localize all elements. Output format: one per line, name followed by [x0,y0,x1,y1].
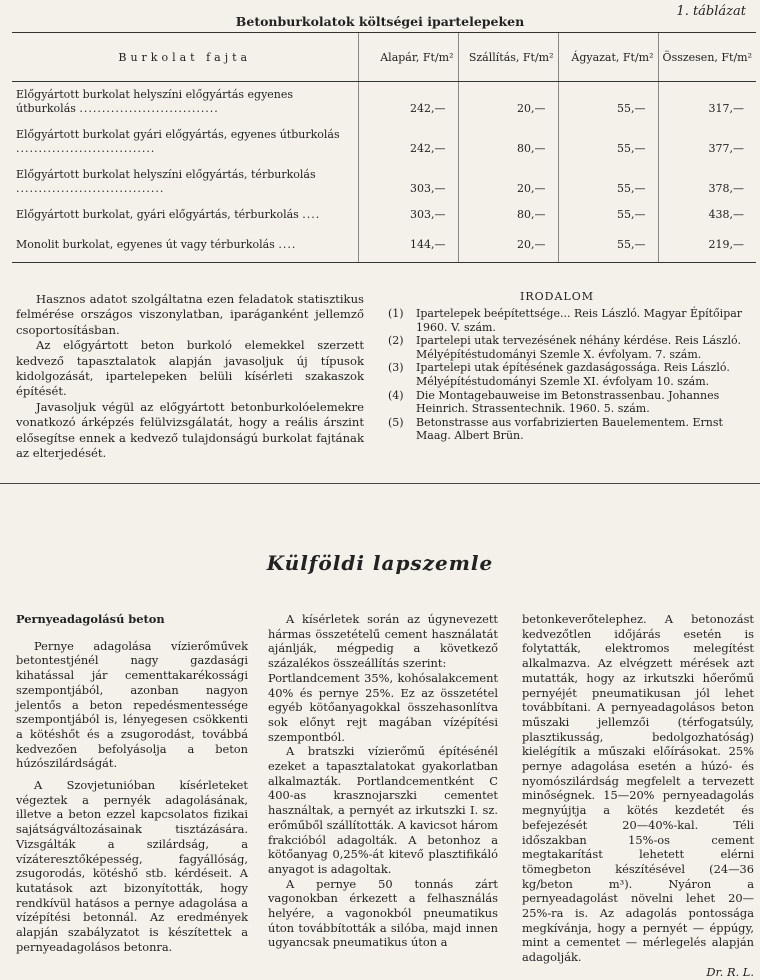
header-szallitas: Szállítás, Ft/m² [458,33,558,82]
list-item: (4) Die Montagebauweise im Betonstrassenbau. Johannes Heinrich. Strassentechnik. 1960. 5. szám. [388,388,720,416]
cell-szallitas: 80,— [458,122,558,162]
paragraph: A kísérletek során az úgynevezett hármas összetételű cement használatát ajánlják, mégpedig a következő százalékos összeállítás szerint: [268,612,498,671]
references-list [388,307,754,443]
cell-agyazat: 55,— [558,162,658,202]
cell-agyazat: 55,— [558,122,658,162]
paragraph: A bratszki vízierőmű építésénél ezeket a tapasztalatokat gyakorlatban alkalmazták. Portlandcementként C 400-as krasznojarszki cementet használtak, a pernyét az irkutszki I. sz. erőműből szállították. A kavicsot három frakcióból adagolták. A betonhoz a kötőanyag 0,25%-át kitevő plasztifikáló anyagot is adagoltak. [268,744,498,876]
header-agyazat: Ágyazat, Ft/m² [558,33,658,82]
cell-osszesen: 219,— [658,228,756,263]
header-osszesen: Összesen, Ft/m² [658,33,756,82]
section-title: Külföldi lapszemle [266,551,494,575]
cell-szallitas: 20,— [458,228,558,263]
article-heading: Pernyeadagolású beton [16,612,165,626]
list-item: (5) Betonstrasse aus vorfabrizierten Bauelementem. Ernst Maag. Albert Brün. [388,415,723,443]
table-header-row [12,33,756,82]
signature: Dr. R. L. [706,964,754,979]
list-item: (2) Ipartelepi utak tervezésének néhány kérdése. Reis László. Mélyépítéstudományi Szemle X. évfolyam. 7. szám. [388,334,741,361]
article-column-2 [268,612,498,950]
cell-alapar: 303,— [358,162,458,202]
list-item: (1) Ipartelepek beépítettsége... Reis László. Magyar Építőipar 1960. V. szám. [388,307,743,334]
cell-osszesen: 438,— [658,202,756,228]
cell-osszesen: 377,— [658,122,756,162]
row-label: Előgyártott burkolat gyári előgyártás, egyenes útburkolás ............................... [16,128,340,155]
section-divider [0,483,760,484]
paragraph: Pernye adagolása vízierőművek betontestjénél nagy gazdasági kihatással jár cementtakarékossági szempontjából, azonban nagyon jelentős a beton repedésmentessége szempontjából is, lényegesen csökkenti a kötéshőt és a zsugorodást, továbbá kedvezően befolyásolja a beton húzószilárdságát. [16,638,248,771]
paragraph: A pernye 50 tonnás zárt vagonokban érkezett a felhasználás helyére, a vagonokból pneumatikus úton továbbították a silóba, majd innen ugyancsak pneumatikus úton a [268,876,498,950]
header-burkolat: Burkolat fajta [12,33,358,82]
table-row [12,162,756,202]
row-label: Előgyártott burkolat, gyári előgyártás, térburkolás .... [16,208,321,221]
table-row [12,228,756,263]
paragraph: Az előgyártott beton burkoló elemekkel szerzett kedvező tapasztalatok alapján javasoljuk új típusok kidolgozását, ipartelepeken belüli kísérleti szakaszok építését. [16,338,364,399]
cell-osszesen: 317,— [658,82,756,123]
paragraph: betonkeverőtelephez. A betonozást kedvezőtlen időjárás esetén is folytatták, elektromos melegítést alkalmazva. Az elvégzett mérések azt mutatták, hogy az irkutszki hőerőmű pernyéjét pneumatikusan jól lehet továbbítani. A pernyeadagolásos beton műszaki jellemzői (térfogatsúly, plasztikusság, bedolgozhatóság) kielégítik a műszaki előírásokat. 25% pernye adagolása esetén a húzó- és nyomószilárdság megfelelt a tervezett minőségnek. 15—20% pernyeadagolás megnyújtja a kötés kezdetét és befejezését 20—40%-kal. Téli időszakban 15%-os cement megtakarítást lehetett elérni tömegbeton készítésével (24—36 kg/beton m³). Nyáron a pernyeadagolást növelni lehet 20—25%-ra is. Az adagolás pontossága megkívánja, hogy a pernyét — éppúgy, mint a cementet — mérlegelés alapján adagolják. [522,612,754,965]
references-title: IRODALOM [520,290,594,303]
cell-agyazat: 55,— [558,82,658,123]
cell-alapar: 242,— [358,122,458,162]
article-column-1 [16,612,248,954]
row-label: Monolit burkolat, egyenes út vagy térburkolás .... [12,228,358,263]
cell-szallitas: 80,— [458,202,558,228]
cell-alapar: 144,— [358,228,458,263]
cost-table [12,32,756,263]
row-label: Előgyártott burkolat helyszíni előgyártás egyenes útburkolás ............................... [16,88,294,115]
paragraph: A Szovjetunióban kísérleteket végeztek a pernyék adagolásának, illetve a beton ezzel kapcsolatos fizikai sajátságváltozásainak tisztázására. Vizsgálták a szilárdság, a vízáteresztőképesség, fagyállóság, zsugorodás, kötéshő stb. kérdéseit. A kutatások azt bizonyították, hogy rendkívül hatásos a pernye adagolása a vízépítési betonnál. Az eredmények alapján szabályzatot is készítettek a pernyeadagolásos betonra. [16,778,248,954]
cell-agyazat: 55,— [558,202,658,228]
article-column-3 [522,612,754,980]
paragraph: Portlandcement 35%, kohósalakcement 40% és pernye 25%. Ez az összetétel egyéb kötőanyagokkal összehasonlítva sok előnyt rejt magában vízépítési szempontból. [268,670,498,744]
cell-alapar: 303,— [358,202,458,228]
header-alapar: Alapár, Ft/m² [358,33,458,82]
table-row [12,122,756,162]
row-label: Előgyártott burkolat helyszíni előgyártás, térburkolás ................................. [16,168,316,195]
cell-alapar: 242,— [358,82,458,123]
cell-osszesen: 378,— [658,162,756,202]
paragraph: Hasznos adatot szolgáltatna ezen feladatok statisztikus felmérése országos viszonylatban, iparáganként jellemző csoportosításban. [16,292,364,337]
cell-szallitas: 20,— [458,162,558,202]
list-item: (3) Ipartelepi utak építésének gazdaságossága. Reis László. Mélyépítéstudományi Szemle XI. évfolyam 10. szám. [388,361,730,388]
cell-szallitas: 20,— [458,82,558,123]
paragraph: Javasoljuk végül az előgyártott betonburkolóelemekre vonatkozó árképzés felülvizsgálatát, hogy a reális árszint elősegítse ennek a kedvező tulajdonságú burkolat fajtának az elterjedését. [16,399,364,461]
table-number: 1. táblázat [676,4,746,19]
table-row [12,82,756,123]
table-row [12,202,756,228]
table-title: Betonburkolatok költségei ipartelepeken [235,14,525,29]
cell-agyazat: 55,— [558,228,658,263]
conclusion-text [16,292,364,461]
